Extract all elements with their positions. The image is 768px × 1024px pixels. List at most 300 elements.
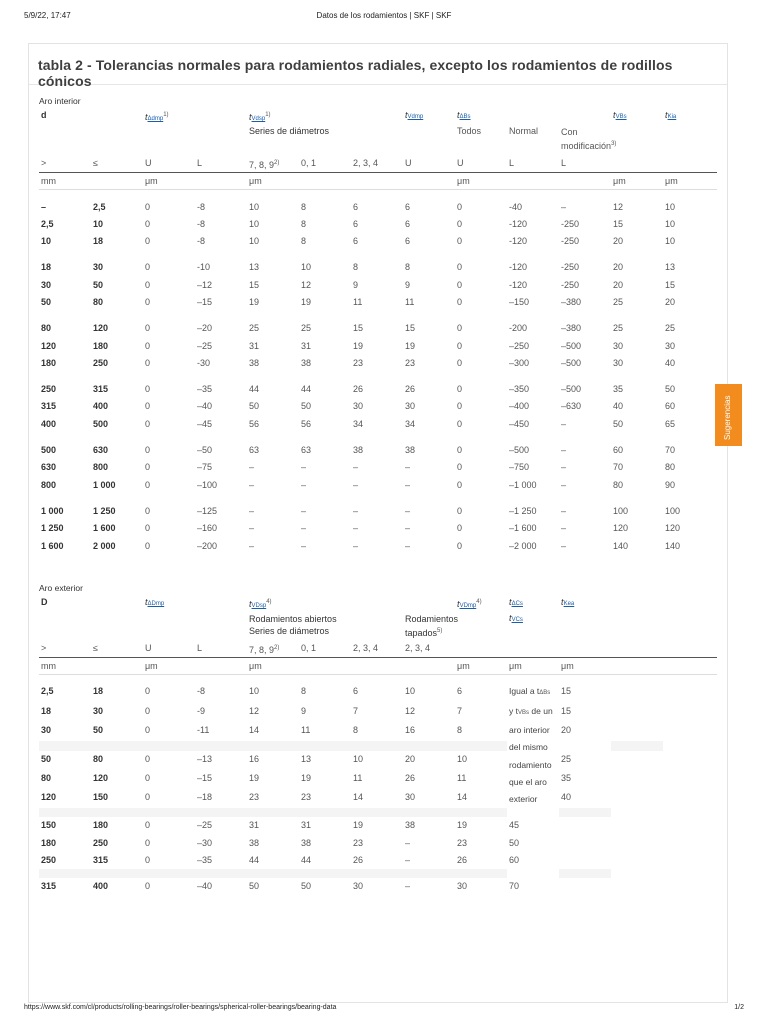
tapados-label: Rodamientos tapados$^{5)}$: [405, 613, 459, 638]
table-cell: –: [353, 505, 359, 516]
unit-label: μm: [559, 657, 611, 674]
table-cell: 0: [457, 296, 463, 307]
header-t-vdsp: tVdsp$^{1)}$: [249, 112, 271, 122]
table-cell: 26: [405, 384, 416, 395]
table-cell: 120: [665, 523, 681, 534]
table-cell: 7: [457, 705, 463, 716]
table-cell: 14: [353, 792, 364, 803]
table-cell: 120: [93, 323, 109, 334]
table-row: [39, 259, 717, 276]
table-cell: 44: [249, 855, 260, 866]
table-cell: 63: [249, 445, 260, 456]
table-cell: 13: [665, 262, 676, 273]
unit-label: mm: [39, 173, 143, 190]
table-cell: 0: [457, 540, 463, 551]
table-cell: 60: [613, 445, 624, 456]
print-footer: [0, 1000, 768, 1024]
table-cell: 10: [457, 753, 468, 764]
sub-header: ≤: [93, 158, 98, 168]
sub-header: 2, 3, 4: [353, 642, 379, 653]
table-cell: 23: [405, 357, 416, 368]
sub-header: 7, 8, 9$^{2)}$: [249, 644, 280, 655]
table-cell: 30: [457, 881, 468, 892]
unit-label: μm: [507, 657, 559, 674]
link-vcs[interactable]: VCs: [511, 616, 523, 623]
table-cell: –: [353, 479, 359, 490]
table-cell: 38: [405, 820, 416, 831]
sub-header: U: [145, 158, 152, 168]
table-cell: 40: [561, 792, 572, 803]
print-header: [0, 0, 768, 30]
table-row: [39, 722, 717, 741]
table-cell: –300: [509, 357, 530, 368]
table-cell: –: [561, 445, 567, 456]
table-cell: 31: [301, 340, 312, 351]
table-cell: 34: [405, 418, 416, 429]
header-t-VDmp: tVDmp$^{4)}$: [457, 598, 482, 609]
table-cell: –1 250: [509, 505, 537, 516]
table-cell: 15: [249, 279, 260, 290]
table-cell: 20: [665, 296, 676, 307]
link-acs[interactable]: ΔCs: [511, 600, 523, 607]
table-cell: 180: [41, 837, 57, 848]
header-t-admp: tΔdmp$^{1)}$: [145, 112, 169, 122]
link-aDmp[interactable]: ΔDmp: [147, 600, 165, 607]
table-cell: 12: [405, 705, 416, 716]
table-cell: -9: [197, 705, 206, 716]
table-row: [39, 538, 717, 555]
table-row: [39, 294, 717, 311]
table-cell: 20: [613, 262, 624, 273]
table-cell: 15: [613, 218, 624, 229]
sub-header: 7, 8, 9$^{2)}$: [249, 160, 280, 170]
table-cell: –: [353, 523, 359, 534]
abiertos-label: Rodamientos abiertos Series de diámetros: [249, 613, 337, 636]
table-cell: 0: [457, 505, 463, 516]
table-cell: –: [301, 462, 307, 473]
table-cell: 30: [405, 792, 416, 803]
sub-header: U: [405, 158, 412, 168]
table-cell: 1 250: [93, 505, 116, 516]
table-cell: 0: [457, 262, 463, 273]
table-cell: 60: [509, 855, 520, 866]
table-cell: 12: [613, 201, 624, 212]
table-cell: 250: [41, 384, 57, 395]
table-cell: 8: [405, 262, 411, 273]
table-cell: –630: [561, 401, 582, 412]
table-cell: 50: [665, 384, 676, 395]
table-cell: 0: [145, 724, 151, 735]
table-cell: -40: [509, 201, 523, 212]
table-cell: 26: [353, 855, 364, 866]
table-cell: –: [405, 855, 411, 866]
table-cell: 0: [145, 462, 151, 473]
table-cell: 19: [405, 340, 416, 351]
table-cell: 0: [457, 523, 463, 534]
table-cell: 31: [301, 820, 312, 831]
table-cell: –500: [509, 445, 530, 456]
header-t-kia: tKia: [665, 110, 677, 120]
table-cell: 9: [405, 279, 411, 290]
table-cell: –45: [197, 418, 213, 429]
link-kea[interactable]: Kea: [563, 600, 575, 607]
table-row: [39, 338, 717, 355]
unit-label: μm: [247, 657, 455, 674]
table-cell: 0: [145, 837, 151, 848]
table-cell: 26: [353, 384, 364, 395]
table-cell: 19: [249, 773, 260, 783]
table-row: [39, 381, 717, 398]
table-cell: 30: [613, 340, 624, 351]
table-cell: 6: [353, 686, 359, 697]
table-cell: 8: [301, 218, 307, 229]
table-cell: 6: [405, 236, 411, 247]
table-cell: 19: [301, 773, 312, 783]
table-cell: 50: [41, 753, 52, 764]
table-cell: 0: [145, 820, 151, 831]
table-cell: 13: [301, 753, 312, 764]
table-cell: –2 000: [509, 540, 537, 551]
todos-label: Todos: [457, 126, 482, 136]
table-cell: 6: [353, 218, 359, 229]
table-row: [39, 416, 717, 433]
table-cell: 6: [353, 236, 359, 247]
table-cell: 180: [93, 340, 109, 351]
table-cell: 1 000: [41, 505, 64, 516]
table-cell: 11: [301, 724, 311, 735]
table-cell: 30: [93, 262, 104, 273]
sub-header: 2, 3, 4: [353, 158, 379, 168]
table-cell: 70: [665, 445, 676, 456]
table-cell: 20: [561, 724, 572, 735]
table-cell: –400: [509, 401, 530, 412]
table-cell: 31: [249, 340, 260, 351]
table-cell: 120: [41, 792, 57, 803]
table-cell: 70: [509, 881, 520, 892]
table-cell: 6: [405, 201, 411, 212]
table-cell: –: [561, 462, 567, 473]
table-card: [28, 43, 728, 1003]
table-cell: 0: [457, 323, 463, 334]
table-cell: 8: [301, 236, 307, 247]
unit-label: μm: [247, 173, 403, 190]
table-cell: –: [301, 479, 307, 490]
table-row: [39, 817, 717, 834]
table-cell: 500: [41, 445, 57, 456]
table-cell: –750: [509, 462, 530, 473]
table-cell: –1 600: [509, 523, 537, 534]
table-cell: 15: [353, 323, 364, 334]
sub-header: L: [509, 158, 515, 168]
table-cell: 19: [457, 820, 468, 831]
table-cell: 44: [301, 855, 312, 866]
table-cell: 100: [665, 505, 681, 516]
table-cell: 56: [249, 418, 260, 429]
sub-header: ≤: [93, 642, 98, 653]
table-cell: 315: [93, 384, 109, 395]
table-cell: 23: [353, 357, 364, 368]
table-cell: –13: [197, 753, 213, 764]
table-cell: 315: [41, 401, 57, 412]
table-cell: 26: [405, 773, 416, 783]
table-cell: 19: [353, 820, 364, 831]
table-cell: –20: [197, 323, 213, 334]
header-t-vbs: tVBs: [613, 110, 627, 120]
unit-label: μm: [455, 657, 507, 674]
table-cell: -11: [197, 724, 210, 735]
unit-label: μm: [455, 173, 611, 190]
table-cell: 8: [457, 724, 463, 735]
sub-header: U: [457, 158, 464, 168]
table-cell: –75: [197, 462, 213, 473]
table-cell: 23: [353, 837, 364, 848]
table-cell: 315: [41, 881, 57, 892]
table-cell: 15: [561, 705, 572, 716]
table-row: [39, 520, 717, 537]
table-cell: 12: [249, 705, 260, 716]
table-cell: 0: [457, 384, 463, 395]
table-cell: 11: [353, 773, 363, 783]
table-cell: 11: [405, 296, 415, 307]
table-cell: –: [405, 540, 411, 551]
table-cell: 80: [93, 296, 104, 307]
inner-ring-table: [39, 108, 717, 555]
table-cell: 80: [93, 753, 104, 764]
table-cell: –500: [561, 357, 582, 368]
con-mod-label: Con modificación$^{3)}$: [561, 127, 617, 151]
table-cell: 80: [41, 773, 52, 783]
table-cell: 65: [665, 418, 676, 429]
table-cell: 0: [457, 401, 463, 412]
table-cell: 250: [41, 855, 57, 866]
table-cell: 11: [353, 296, 363, 307]
suggestions-tab[interactable]: [715, 384, 742, 446]
table-row: [39, 355, 717, 372]
table-row: [39, 878, 717, 895]
table-cell: 6: [457, 686, 463, 697]
table-cell: 38: [301, 357, 312, 368]
table-row: [39, 233, 717, 250]
table-cell: 120: [93, 773, 109, 783]
table-cell: -120: [509, 279, 528, 290]
table-cell: 400: [41, 418, 57, 429]
sub-header: L: [561, 158, 567, 168]
table-cell: –: [561, 479, 567, 490]
table-cell: –: [41, 201, 47, 212]
table-cell: –380: [561, 323, 582, 334]
table-cell: 13: [249, 262, 260, 273]
table-cell: 8: [353, 724, 359, 735]
table-cell: 120: [41, 340, 57, 351]
table-cell: 8: [301, 686, 307, 697]
table-cell: 23: [301, 792, 312, 803]
table-cell: 30: [405, 401, 416, 412]
header-t-vdmp: tVdmp: [405, 110, 424, 120]
outer-ring-rows: [39, 674, 717, 895]
table-cell: 100: [613, 505, 629, 516]
table-cell: –: [561, 540, 567, 551]
table-cell: –380: [561, 296, 582, 307]
table-cell: 25: [613, 296, 624, 307]
table-cell: –150: [509, 296, 530, 307]
table-cell: 18: [93, 686, 104, 697]
table-cell: 70: [613, 462, 624, 473]
table-cell: 315: [93, 855, 109, 866]
table-cell: 0: [145, 881, 151, 892]
table-cell: 18: [41, 705, 52, 716]
table-cell: 19: [353, 340, 364, 351]
table-cell: 80: [665, 462, 676, 473]
table-cell: 80: [613, 479, 624, 490]
table-row: [39, 398, 717, 415]
table-cell: 0: [145, 201, 151, 212]
table-cell: -200: [509, 323, 528, 334]
table-cell: 9: [301, 705, 307, 716]
print-title: Datos de los rodamientos | SKF | SKF: [316, 11, 452, 20]
table-cell: 40: [613, 401, 624, 412]
table-cell: 16: [249, 753, 260, 764]
link-VDsp[interactable]: VDsp: [251, 602, 267, 609]
table-cell: 26: [457, 855, 468, 866]
series-label: Series de diámetros: [249, 126, 330, 136]
table-cell: –: [561, 505, 567, 516]
table-cell: 50: [41, 296, 52, 307]
sub-header: L: [197, 158, 203, 168]
table-cell: 0: [145, 418, 151, 429]
table-cell: 0: [145, 384, 151, 395]
link-kia[interactable]: Kia: [667, 114, 677, 120]
table-cell: 0: [457, 418, 463, 429]
table-cell: –200: [197, 540, 218, 551]
table-cell: 7: [353, 705, 359, 716]
suggestions-label: Sugerencias: [723, 395, 732, 440]
table-cell: -120: [509, 262, 528, 273]
table-cell: -8: [197, 218, 206, 229]
table-cell: 0: [145, 705, 151, 716]
table-cell: 34: [353, 418, 364, 429]
table-cell: 2,5: [93, 201, 106, 212]
link-abs[interactable]: ΔBs: [459, 114, 471, 120]
print-url: https://www.skf.com/cl/products/rolling-bearings/roller-bearings/spherical-roller-bearings/bearing-data: [24, 1004, 337, 1011]
table-cell: 800: [93, 462, 109, 473]
table-cell: –35: [197, 855, 213, 866]
sub-header: 0, 1: [301, 642, 317, 653]
sub-header: U: [145, 642, 152, 653]
table-cell: 0: [457, 201, 463, 212]
link-admp[interactable]: Δdmp: [147, 116, 164, 122]
table-cell: 0: [145, 479, 151, 490]
table-cell: 250: [93, 837, 109, 848]
tolerance-tables: [39, 94, 717, 896]
table-cell: –50: [197, 445, 213, 456]
col-d: d: [41, 110, 47, 120]
link-vdsp[interactable]: Vdsp: [251, 116, 266, 122]
table-cell: 40: [665, 357, 676, 368]
unit-label: μm: [143, 657, 247, 674]
table-cell: 25: [665, 323, 676, 334]
table-cell: –160: [197, 523, 218, 534]
table-cell: 20: [405, 753, 416, 764]
table-cell: 0: [145, 323, 151, 334]
table-cell: 50: [249, 401, 260, 412]
table-cell: –15: [197, 296, 213, 307]
sub-header: 0, 1: [301, 158, 317, 168]
header-t-abs: tΔBs: [457, 110, 471, 120]
table-cell: 10: [405, 686, 416, 697]
header-t-acs: tΔCs tVCs: [509, 596, 523, 623]
table-cell: 10: [665, 201, 676, 212]
table-cell: –: [561, 418, 567, 429]
table-cell: –450: [509, 418, 530, 429]
table-cell: 2,5: [41, 686, 54, 697]
col-D: D: [41, 596, 48, 607]
table-cell: 0: [457, 357, 463, 368]
table-cell: –: [353, 462, 359, 473]
table-cell: –: [405, 837, 411, 848]
table-cell: 6: [405, 218, 411, 229]
header-t-kea: tKea: [561, 596, 575, 607]
table-cell: 1 250: [41, 523, 64, 534]
normal-label: Normal: [509, 126, 539, 136]
table-cell: 18: [41, 262, 52, 273]
table-cell: 0: [145, 357, 151, 368]
link-vbs[interactable]: VBs: [615, 114, 627, 120]
table-cell: 35: [613, 384, 624, 395]
table-cell: 50: [509, 837, 520, 848]
table-cell: 0: [457, 340, 463, 351]
link-vdmp[interactable]: Vdmp: [407, 114, 424, 120]
table-cell: 120: [613, 523, 629, 534]
sub-header: >: [41, 158, 47, 168]
table-cell: 56: [301, 418, 312, 429]
table-cell: 63: [301, 445, 312, 456]
table-cell: –30: [197, 837, 213, 848]
table-cell: –: [301, 523, 307, 534]
table-cell: 150: [93, 792, 109, 803]
table-cell: 30: [353, 401, 364, 412]
table-cell: –: [405, 462, 411, 473]
table-cell: -120: [509, 236, 528, 247]
table-cell: 0: [145, 218, 151, 229]
table-cell: 10: [41, 236, 52, 247]
table-cell: –500: [561, 340, 582, 351]
inner-ring-label: Aro interior: [39, 96, 81, 106]
table-cell: 14: [457, 792, 468, 803]
table-cell: 0: [145, 340, 151, 351]
table-cell: 10: [93, 218, 104, 229]
table-cell: 15: [405, 323, 416, 334]
table-cell: 10: [301, 262, 312, 273]
table-cell: -250: [561, 279, 580, 290]
table-cell: 25: [561, 753, 572, 764]
table-cell: 0: [145, 855, 151, 866]
table-cell: –: [249, 505, 255, 516]
table-cell: 25: [613, 323, 624, 334]
table-cell: –: [249, 540, 255, 551]
table-cell: 180: [93, 820, 109, 831]
table-cell: 400: [93, 881, 109, 892]
header-t-VDsp: tVDsp$^{4)}$: [249, 598, 272, 609]
table-cell: -8: [197, 201, 206, 212]
table-row: [39, 199, 717, 216]
table-cell: –: [353, 540, 359, 551]
link-VDmp[interactable]: VDmp: [459, 602, 477, 609]
table-cell: –15: [197, 773, 213, 783]
table-cell: –100: [197, 479, 218, 490]
table-cell: 38: [405, 445, 416, 456]
table-cell: 45: [509, 820, 520, 831]
table-cell: –25: [197, 340, 213, 351]
